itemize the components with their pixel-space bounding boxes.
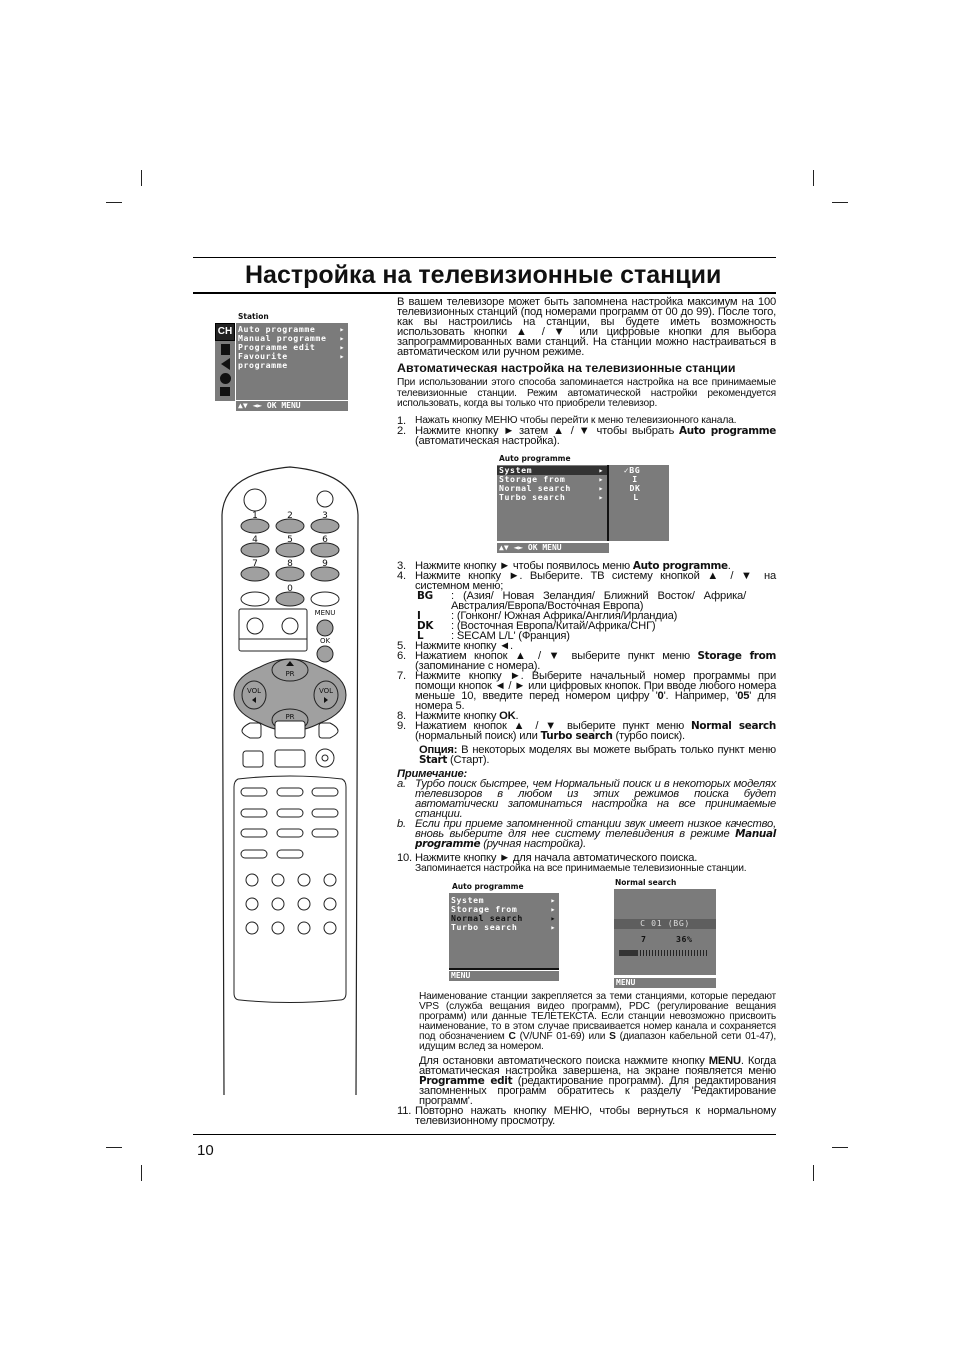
osd-auto-menu xyxy=(497,465,609,541)
digit-label: 6 xyxy=(322,535,328,545)
osd-search-footer: MENU xyxy=(614,978,716,988)
crop-mark xyxy=(832,1147,848,1148)
osd-system-submenu xyxy=(609,465,669,541)
crop-mark xyxy=(141,170,142,186)
digit-label: 5 xyxy=(287,535,293,545)
osd-search-panel xyxy=(614,889,716,975)
osd-station-menu xyxy=(236,323,348,400)
menu-item[interactable]: Turbo search ▸ xyxy=(499,491,604,502)
title-rule-top xyxy=(193,257,776,258)
menu-button xyxy=(317,620,333,636)
menu-item[interactable]: Storage from ▸ xyxy=(499,473,604,484)
stop-paragraph: Для остановки автоматического поиска нажмите кнопку MENU. Когда автоматическая настройка завершена, на экране появляется меню Programme edit (редактирование программ). Для редактирования запомненных программ обратитесь к разделу 'Редактирование программ'. xyxy=(419,1054,776,1107)
crop-mark xyxy=(813,1165,814,1181)
pr-up-label: PR xyxy=(285,670,295,678)
option-note: Опция: В некоторых моделях вы можете выбрать только пункт меню Start (Старт). xyxy=(419,743,776,766)
osd-station-footer: ▲▼ ◄► OK MENU xyxy=(236,401,348,411)
crop-mark xyxy=(813,170,814,186)
digit-label: 4 xyxy=(252,535,258,545)
ok-label: OK xyxy=(319,637,331,645)
digit-label: 8 xyxy=(287,559,293,569)
crop-mark xyxy=(141,1165,142,1181)
osd-auto1-block xyxy=(397,446,776,561)
osd-station-label: Station xyxy=(238,312,269,321)
vol-left-label: VOL xyxy=(246,687,262,695)
channel-readout: C 01 (BG) xyxy=(614,919,716,929)
intro-paragraph: В вашем телевизоре может быть запомнена настройка максимум на 100 телевизионных станций (под номерами программ от 00 до 99). После того, как вы настроились на станции, вы будете иметь возможность использовать кнопки ▲ / ▼ или цифровые кнопки для выбора запрограммированных вами станций. На станции можно настраиваться в автоматическом или ручном режиме. xyxy=(397,296,776,358)
special-icon xyxy=(220,387,230,396)
crop-mark xyxy=(832,202,848,203)
mute-button xyxy=(317,491,333,507)
vol-right-label: VOL xyxy=(318,687,334,695)
menu-label: MENU xyxy=(314,609,336,617)
digit-label: 1 xyxy=(252,511,258,521)
search-progress-fill xyxy=(619,950,638,956)
section-heading: Автоматическая настройка на телевизионные станции xyxy=(397,361,736,375)
osd-result-block xyxy=(397,874,776,992)
search-number: 7 xyxy=(641,933,647,944)
footer-rule xyxy=(193,1134,776,1135)
crop-mark xyxy=(106,202,122,203)
step-11: 11. Повторно нажать кнопку МЕНЮ, чтобы вернуться к нормальному телевизионному просмотру. xyxy=(397,1104,776,1127)
system-option[interactable]: ✓BG xyxy=(623,464,641,475)
osd-station-sidebar xyxy=(215,323,235,401)
title-rule-bottom xyxy=(193,292,776,294)
menu-item-selected[interactable]: Normal search ▸ xyxy=(451,912,556,923)
ok-button xyxy=(317,646,333,662)
system-option[interactable]: I xyxy=(632,473,638,484)
menu-item[interactable]: Turbo search ▸ xyxy=(451,921,556,932)
pr-down-label: PR xyxy=(285,713,295,721)
osd-auto2-label: Auto programme xyxy=(452,881,524,891)
page-number: 10 xyxy=(197,1141,214,1159)
clock-icon xyxy=(220,373,231,384)
menu-item[interactable]: System ▸ xyxy=(451,894,556,905)
menu-item[interactable]: Manual programme ▸ xyxy=(238,333,345,343)
digit-label: 7 xyxy=(252,559,258,569)
system-option[interactable]: L xyxy=(633,491,639,502)
channel-tab-icon: CH xyxy=(215,323,235,341)
digit-label: 3 xyxy=(322,511,328,521)
osd-search-label: Normal search xyxy=(615,877,677,887)
steps-3-9: 3. Нажмите кнопку ► чтобы появилось меню Auto programme. 4. Нажмите кнопку ►. Выберите. ТВ систему кнопкой ▲ / ▼ на системном меню; BG : (Азия/ Новая Зеландия/ Ближний Восток/ Африка/ Австралия/Европа/Восточная Европа) I : (Гонконг/ Южная Африка/Англия/Ирландиа) DK : (Восточная Европа/Китай/Африка/СНГ) L : SECAM L/L' (Франция) 5. Нажмите кнопку ◄. 6. Нажатием кнопок ▲ / ▼ выберите пункт меню Storage from (запоминание с номера). 7. Нажмите кнопку ►. Выберите начальный номер программы при помощи кнопок ◄ / ► или цифровых кнопок. При вводе любого номера меньше 10, введите перед номером цифру '0'. Например, '05' для номера 5. 8. Нажмите кнопку OK. 9. Нажатием кнопок ▲ / ▼ выберите пункт меню Normal search (нормальный поиск) или Turbo search (турбо поиск). Опция: В некоторых моделях вы можете выбрать только пункт меню Start (Старт). Примечание: a. Турбо поиск быстрее, чем Нормальный поиск и в некоторых моделях телевизоров в любом из этих режимов поиска будет автоматически запоминаться настройка на все принимаемые станции. b. Если при приеме запомненной станции звук имеет низкое качество, вновь выберите для нее систему телевидения в режиме Manual programme (ручная настройка). 10. Нажмите кнопку ► для начала автоматического поиска. Запоминается настройка на все принимаемые телевизионные станции. xyxy=(397,559,777,874)
note-heading: Примечание: xyxy=(397,767,468,780)
step-1: 1. Нажать кнопку МЕНЮ чтобы перейти к меню телевизионного канала. xyxy=(397,414,737,427)
section-intro: При использовании этого способа запоминается настройка на все принимаемые телевизионные станции. Режим автоматической настройки рекомендуется использовать, когда вы только что приобрели телевизор. xyxy=(397,377,776,409)
search-percent: 36% xyxy=(676,933,693,944)
sound-icon xyxy=(221,358,230,370)
page-title: Настройка на телевизионные станции xyxy=(245,261,722,289)
steps-1-2 xyxy=(397,416,776,446)
menu-item-selected[interactable]: System ▸ xyxy=(497,466,607,475)
osd-auto-label: Auto programme xyxy=(499,453,571,463)
digit-label: 9 xyxy=(322,559,328,569)
menu-item[interactable]: Storage from ▸ xyxy=(451,903,556,914)
picture-icon xyxy=(221,344,230,355)
crop-mark xyxy=(106,1147,122,1148)
osd-auto2-footer: MENU xyxy=(449,971,559,981)
menu-item[interactable]: Auto programme ▸ xyxy=(238,324,345,334)
menu-item[interactable]: Favourite programme ▸ xyxy=(238,351,345,370)
osd-auto2-menu xyxy=(449,893,559,970)
naming-paragraph: Наименование станции закрепляется за теми станциями, которые передают VPS (служба вещания видео программ), PDC (регулирование вещания программ) или данные ТЕЛЕТЕКСТА. Если станции невозможно присвоить наименование, то в этом случае присваивается номер канала и сохраняется под обозначением C (V/UNF 01-69) или S (диапазон кабельной сети 01-47), идущим вслед за номером. xyxy=(419,990,776,1052)
menu-item[interactable]: Programme edit ▸ xyxy=(238,342,345,352)
remote-control-illustration xyxy=(218,455,363,1100)
system-option[interactable]: DK xyxy=(629,482,641,493)
step-2: 2. Нажмите кнопку ► затем ▲ / ▼ чтобы выбрать Auto programme (автоматическая настройка). xyxy=(397,424,777,447)
digit-label: 2 xyxy=(287,511,293,521)
power-button xyxy=(244,489,266,511)
osd-auto-footer: ▲▼ ◄► OK MENU xyxy=(497,543,609,553)
search-progress-track xyxy=(619,950,707,956)
digit-label: 0 xyxy=(287,584,293,594)
menu-item[interactable]: Normal search ▸ xyxy=(499,482,604,493)
